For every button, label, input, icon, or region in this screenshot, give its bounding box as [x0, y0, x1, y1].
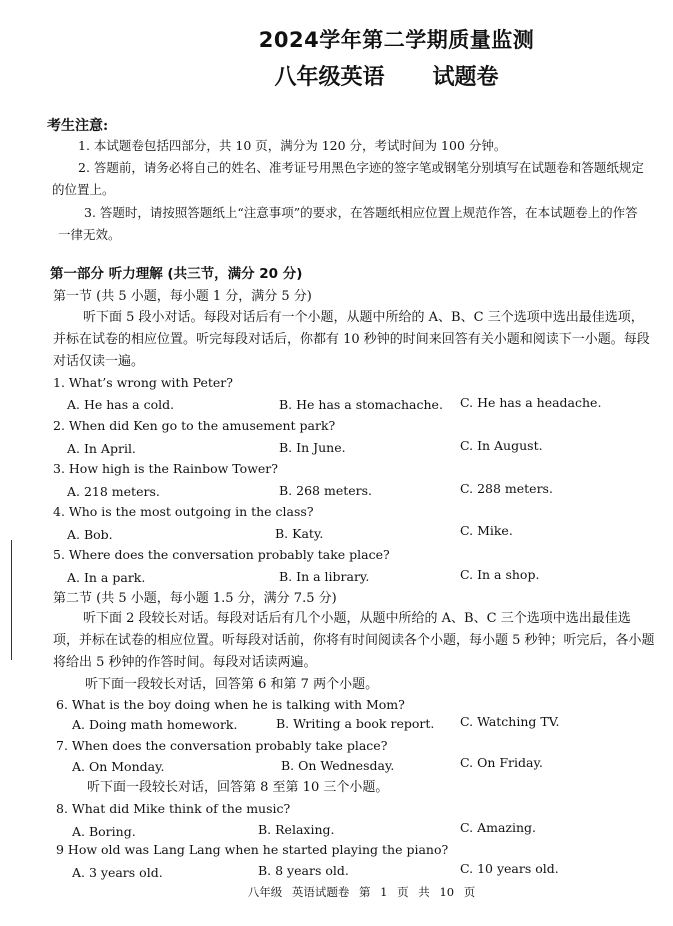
q1-option-a: A. He has a cold. [67, 397, 175, 412]
q3-option-b: B. 268 meters. [279, 483, 372, 498]
q3-option-c: C. 288 meters. [460, 481, 553, 496]
q6-option-b: B. Writing a book report. [276, 716, 435, 731]
q3-option-a: A. 218 meters. [67, 484, 160, 499]
question-1: 1. What’s wrong with Peter? [53, 375, 233, 390]
q1-option-c: C. He has a headache. [460, 395, 602, 410]
q6-option-a: A. Doing math homework. [72, 717, 238, 732]
part1-heading: 第一部分 听力理解 (共三节，满分 20 分) [50, 266, 303, 282]
dialog1-intro: 听下面一段较长对话，回答第 6 和第 7 两个小题。 [85, 677, 379, 692]
q7-option-c: C. On Friday. [460, 755, 543, 770]
q9-option-a: A. 3 years old. [72, 865, 163, 880]
q2-option-a: A. In April. [67, 441, 136, 456]
section1-heading: 第一节 (共 5 小题，每小题 1 分，满分 5 分) [53, 289, 312, 304]
q6-option-c: C. Watching TV. [460, 714, 560, 729]
margin-line [11, 540, 12, 660]
subtitle-grade-subject: 八年级英语 [274, 65, 385, 90]
q5-option-a: A. In a park. [67, 570, 146, 585]
q7-option-a: A. On Monday. [72, 759, 165, 774]
notes-heading: 考生注意: [47, 118, 109, 134]
question-4: 4. Who is the most outgoing in the class? [53, 504, 314, 519]
question-3: 3. How high is the Rainbow Tower? [53, 461, 278, 476]
q5-option-b: B. In a library. [279, 569, 370, 584]
note-item-2: 2. 答题前，请务必将自己的姓名、准考证号用黑色字迹的签字笔或钢笔分别填写在试题卷和答题纸规定的位置上。 [52, 160, 644, 197]
section2-heading: 第二节 (共 5 小题，每小题 1.5 分，满分 7.5 分) [53, 591, 337, 606]
section2-instructions: 听下面 2 段较长对话。每段对话后有几个小题，从题中所给的 A、B、C 三个选项中选出最佳选项，并标在试卷的相应位置。听每段对话前，你将有时间阅读各个小题，每小题 5 秒钟；听完后，各小题将给出 5 秒钟的作答时间。每段对话读两遍。 [53, 611, 655, 670]
question-6: 6. What is the boy doing when he is talking with Mom? [56, 697, 405, 712]
q1-option-b: B. He has a stomachache. [279, 397, 443, 412]
q8-option-c: C. Amazing. [460, 820, 537, 835]
q9-option-b: B. 8 years old. [258, 863, 349, 878]
question-8: 8. What did Mike think of the music? [56, 801, 291, 816]
question-7: 7. When does the conversation probably take place? [56, 738, 388, 753]
question-5: 5. Where does the conversation probably take place? [53, 547, 390, 562]
note-item-3: 3. 答题时，请按照答题纸上“注意事项”的要求，在答题纸相应位置上规范作答，在本试题卷上的作答一律无效。 [58, 205, 638, 242]
q2-option-b: B. In June. [279, 440, 346, 455]
q4-option-a: A. Bob. [67, 527, 113, 542]
section1-instructions: 听下面 5 段小对话。每段对话后有一个小题，从题中所给的 A、B、C 三个选项中选出最佳选项，并标在试卷的相应位置。听完每段对话后，你都有 10 秒钟的时间来回答有关小题和阅读下一小题。每段对话仅读一遍。 [53, 310, 650, 369]
q4-option-c: C. Mike. [460, 523, 513, 538]
exam-title: 2024学年第二学期质量监测 [258, 28, 535, 52]
q2-option-c: C. In August. [460, 438, 543, 453]
q7-option-b: B. On Wednesday. [281, 758, 395, 773]
dialog2-intro: 听下面一段较长对话，回答第 8 至第 10 三个小题。 [87, 780, 389, 795]
q9-option-c: C. 10 years old. [460, 861, 559, 876]
question-2: 2. When did Ken go to the amusement park? [53, 418, 336, 433]
q8-option-a: A. Boring. [72, 824, 136, 839]
question-9: 9 How old was Lang Lang when he started playing the piano? [56, 842, 449, 857]
q5-option-c: C. In a shop. [460, 567, 540, 582]
note-item-1: 1. 本试题卷包括四部分，共 10 页，满分为 120 分，考试时间为 100 分钟。 [78, 138, 507, 153]
page-footer: 八年级 英语试题卷 第 1 页 共 10 页 [247, 885, 476, 899]
subtitle-paper: 试题卷 [432, 65, 499, 90]
q8-option-b: B. Relaxing. [258, 822, 335, 837]
q4-option-b: B. Katy. [275, 526, 324, 541]
exam-subtitle [0, 60, 673, 91]
